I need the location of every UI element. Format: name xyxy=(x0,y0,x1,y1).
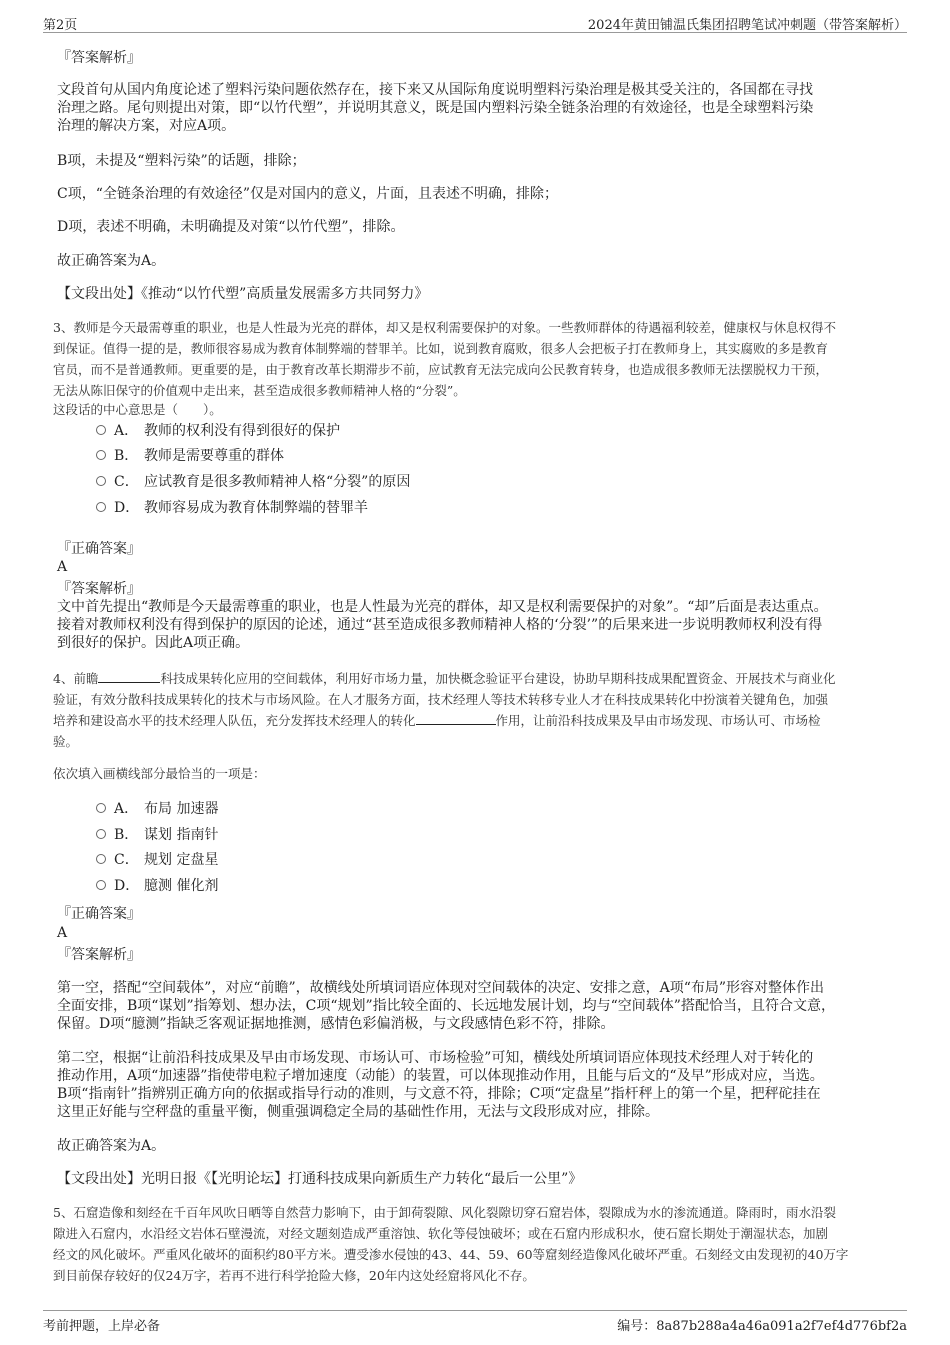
radio-icon[interactable] xyxy=(96,502,106,512)
q3-option-b[interactable]: B． 教师是需要尊重的群体 xyxy=(96,446,284,466)
document-title: 2024年黄田铺温氏集团招聘笔试冲刺题（带答案解析） xyxy=(587,18,907,33)
q3-analysis-line: 接着对教师权利没有得到保护的原因的论述，通过“甚至造成很多教师精神人格的‘分裂’”的后果来进一步说明教师权利没有得 xyxy=(57,617,823,633)
q4-option-c[interactable]: C． 规划 定盘星 xyxy=(96,850,218,870)
q3-analysis-label: 『答案解析』 xyxy=(57,581,141,597)
q5-stem-line: 经文的风化破坏。严重风化破坏的面积约80平方米。遭受渗水侵蚀的43、44、59、60等窟刻经造像风化破坏严重。石刻经文由发现初的40万字 xyxy=(53,1247,849,1262)
q2-source: 【文段出处】《推动“以竹代塑”高质量发展需多方共同努力》 xyxy=(57,286,429,302)
radio-icon[interactable] xyxy=(96,854,106,864)
q3-option-c[interactable]: C． 应试教育是很多教师精神人格“分裂”的原因 xyxy=(96,472,410,492)
q4-stem-line: 4、前瞻 科技成果转化应用的空间载体，利用好市场力量，加快概念验证平台建设，协助早期科技成果配置资金、开展技术与商业化 xyxy=(53,671,836,686)
radio-icon[interactable] xyxy=(96,476,106,486)
q3-stem-line: 到保证。值得一提的是，教师很容易成为教育体制弊端的替罪羊。比如，说到教育腐败，很多人会把板子打在教师身上，其实腐败的多是教育 xyxy=(53,341,829,356)
document-id: 编号：8a87b288a4a46a091a2f7ef4d776bf2a xyxy=(617,1319,907,1334)
q3-question: 这段话的中心意思是（ ）。 xyxy=(53,402,222,417)
q2-option-c-note: C项，“全链条治理的有效途径”仅是对国内的意义，片面，且表述不明确，排除； xyxy=(57,186,559,202)
page-footer xyxy=(43,1310,907,1335)
q3-stem-line: 官员，而不是普通教师。更重要的是，由于教育改革长期滞步不前，应试教育无法完成向公民教育转身，也造成很多教师无法摆脱权力干预， xyxy=(53,362,829,377)
q4-analysis-line: 推动作用，A项“加速器”指使带电粒子增加速度（动能）的装置，可以体现推动作用，且能与后文的“及早”形成对应，当选。 xyxy=(57,1068,824,1084)
radio-icon[interactable] xyxy=(96,450,106,460)
q4-analysis-line: 第一空，搭配“空间载体”，对应“前瞻”，故横线处所填词语应体现对空间载体的决定、安排之意，A项“布局”形容对整体作出 xyxy=(57,980,825,996)
page-number: 第2页 xyxy=(43,18,78,33)
q2-conclusion: 故正确答案为A。 xyxy=(57,253,166,269)
q4-analysis-line: 保留。D项“臆测”指缺乏客观证据地推测，感情色彩偏消极，与文段感情色彩不符，排除。 xyxy=(57,1016,615,1032)
radio-icon[interactable] xyxy=(96,829,106,839)
q3-analysis-line: 到很好的保护。因此A项正确。 xyxy=(57,635,250,651)
q3-answer: A xyxy=(57,559,68,575)
q4-analysis-label: 『答案解析』 xyxy=(57,947,141,963)
q4-analysis-line: B项“指南针”指辨别正确方向的依据或指导行动的准则，与文意不符，排除；C项“定盘星”指杆秤上的第一个星，把秤砣挂在 xyxy=(57,1086,821,1102)
q4-stem-line: 验。 xyxy=(53,734,79,749)
footer-slogan: 考前押题，上岸必备 xyxy=(43,1319,161,1334)
q4-analysis-line: 第二空，根据“让前沿科技成果及早由市场发现、市场认可、市场检验”可知，横线处所填词语应体现技术经理人对于转化的 xyxy=(57,1050,814,1066)
q2-analysis-line: 治理的解决方案，对应A项。 xyxy=(57,118,236,134)
q3-option-a[interactable]: A． 教师的权利没有得到很好的保护 xyxy=(96,421,340,441)
page-header xyxy=(43,12,907,33)
q2-option-b-note: B项，未提及“塑料污染”的话题，排除； xyxy=(57,153,306,169)
q4-answer: A xyxy=(57,925,68,941)
q4-option-a[interactable]: A． 布局 加速器 xyxy=(96,799,218,819)
q2-option-d-note: D项，表述不明确，未明确提及对策“以竹代塑”，排除。 xyxy=(57,219,405,235)
radio-icon[interactable] xyxy=(96,803,106,813)
q2-analysis-label: 『答案解析』 xyxy=(57,50,141,66)
q4-stem-line: 培养和建设高水平的技术经理人队伍，充分发挥技术经理人的转化 作用，让前沿科技成果及早由市场发现、市场认可、市场检 xyxy=(53,713,821,728)
q3-stem-line: 无法从陈旧保守的价值观中走出来，甚至造成很多教师精神人格的“分裂”。 xyxy=(53,383,466,398)
fill-blank xyxy=(98,670,160,683)
radio-icon[interactable] xyxy=(96,880,106,890)
q3-correct-label: 『正确答案』 xyxy=(57,541,141,557)
radio-icon[interactable] xyxy=(96,425,106,435)
q4-conclusion: 故正确答案为A。 xyxy=(57,1138,166,1154)
fill-blank xyxy=(416,712,496,725)
q2-analysis-line: 文段首句从国内角度论述了塑料污染问题依然存在，接下来又从国际角度说明塑料污染治理是极其受关注的，各国都在寻找 xyxy=(57,82,813,98)
q4-option-b[interactable]: B． 谋划 指南针 xyxy=(96,825,218,845)
q5-stem-line: 到目前保存较好的仅24万字，若再不进行科学抢险大修，20年内这处经窟将风化不存。 xyxy=(53,1268,535,1283)
q4-analysis-line: 全面安排，B项“谋划”指筹划、想办法，C项“规划”指比较全面的、长远地发展计划，均与“空间载体”搭配恰当，且符合文意， xyxy=(57,998,835,1014)
q2-analysis-line: 治理之路。尾句则提出对策，即“以竹代塑”，并说明其意义，既是国内塑料污染全链条治理的有效途径，也是全球塑料污染 xyxy=(57,100,814,116)
q4-correct-label: 『正确答案』 xyxy=(57,906,141,922)
q4-stem-line: 验证，有效分散科技成果转化的技术与市场风险。在人才服务方面，技术经理人等技术转移专业人才在科技成果转化中扮演着关键角色，加强 xyxy=(53,692,829,707)
q4-analysis-line: 这里正好能与空秤盘的重量平衡，侧重强调稳定全局的基础性作用，无法与文段形成对应，排除。 xyxy=(57,1104,659,1120)
q3-stem-line: 3、教师是今天最需尊重的职业，也是人性最为光亮的群体，却又是权利需要保护的对象。一些教师群体的待遇福利较差，健康权与休息权得不 xyxy=(53,320,836,335)
q4-source: 【文段出处】光明日报《【光明论坛】打通科技成果向新质生产力转化“最后一公里”》 xyxy=(57,1171,583,1187)
q3-option-d[interactable]: D． 教师容易成为教育体制弊端的替罪羊 xyxy=(96,498,368,518)
q4-option-d[interactable]: D． 臆测 催化剂 xyxy=(96,876,218,896)
q5-stem-line: 5、石窟造像和刻经在千百年风吹日晒等自然营力影响下，由于卸荷裂隙、风化裂隙切穿石窟岩体，裂隙成为水的渗流通道。降雨时，雨水沿裂 xyxy=(53,1205,836,1220)
q4-prompt: 依次填入画横线部分最恰当的一项是： xyxy=(53,766,266,781)
q5-stem-line: 隙进入石窟内，水沿经文岩体石壁漫流，对经文题刻造成严重溶蚀、软化等侵蚀破坏；或在石窟内形成积水，使石窟长期处于潮湿状态，加剧 xyxy=(53,1226,829,1241)
q3-analysis-line: 文中首先提出“教师是今天最需尊重的职业，也是人性最为光亮的群体，却又是权利需要保护的对象”。“却”后面是表达重点。 xyxy=(57,599,828,615)
